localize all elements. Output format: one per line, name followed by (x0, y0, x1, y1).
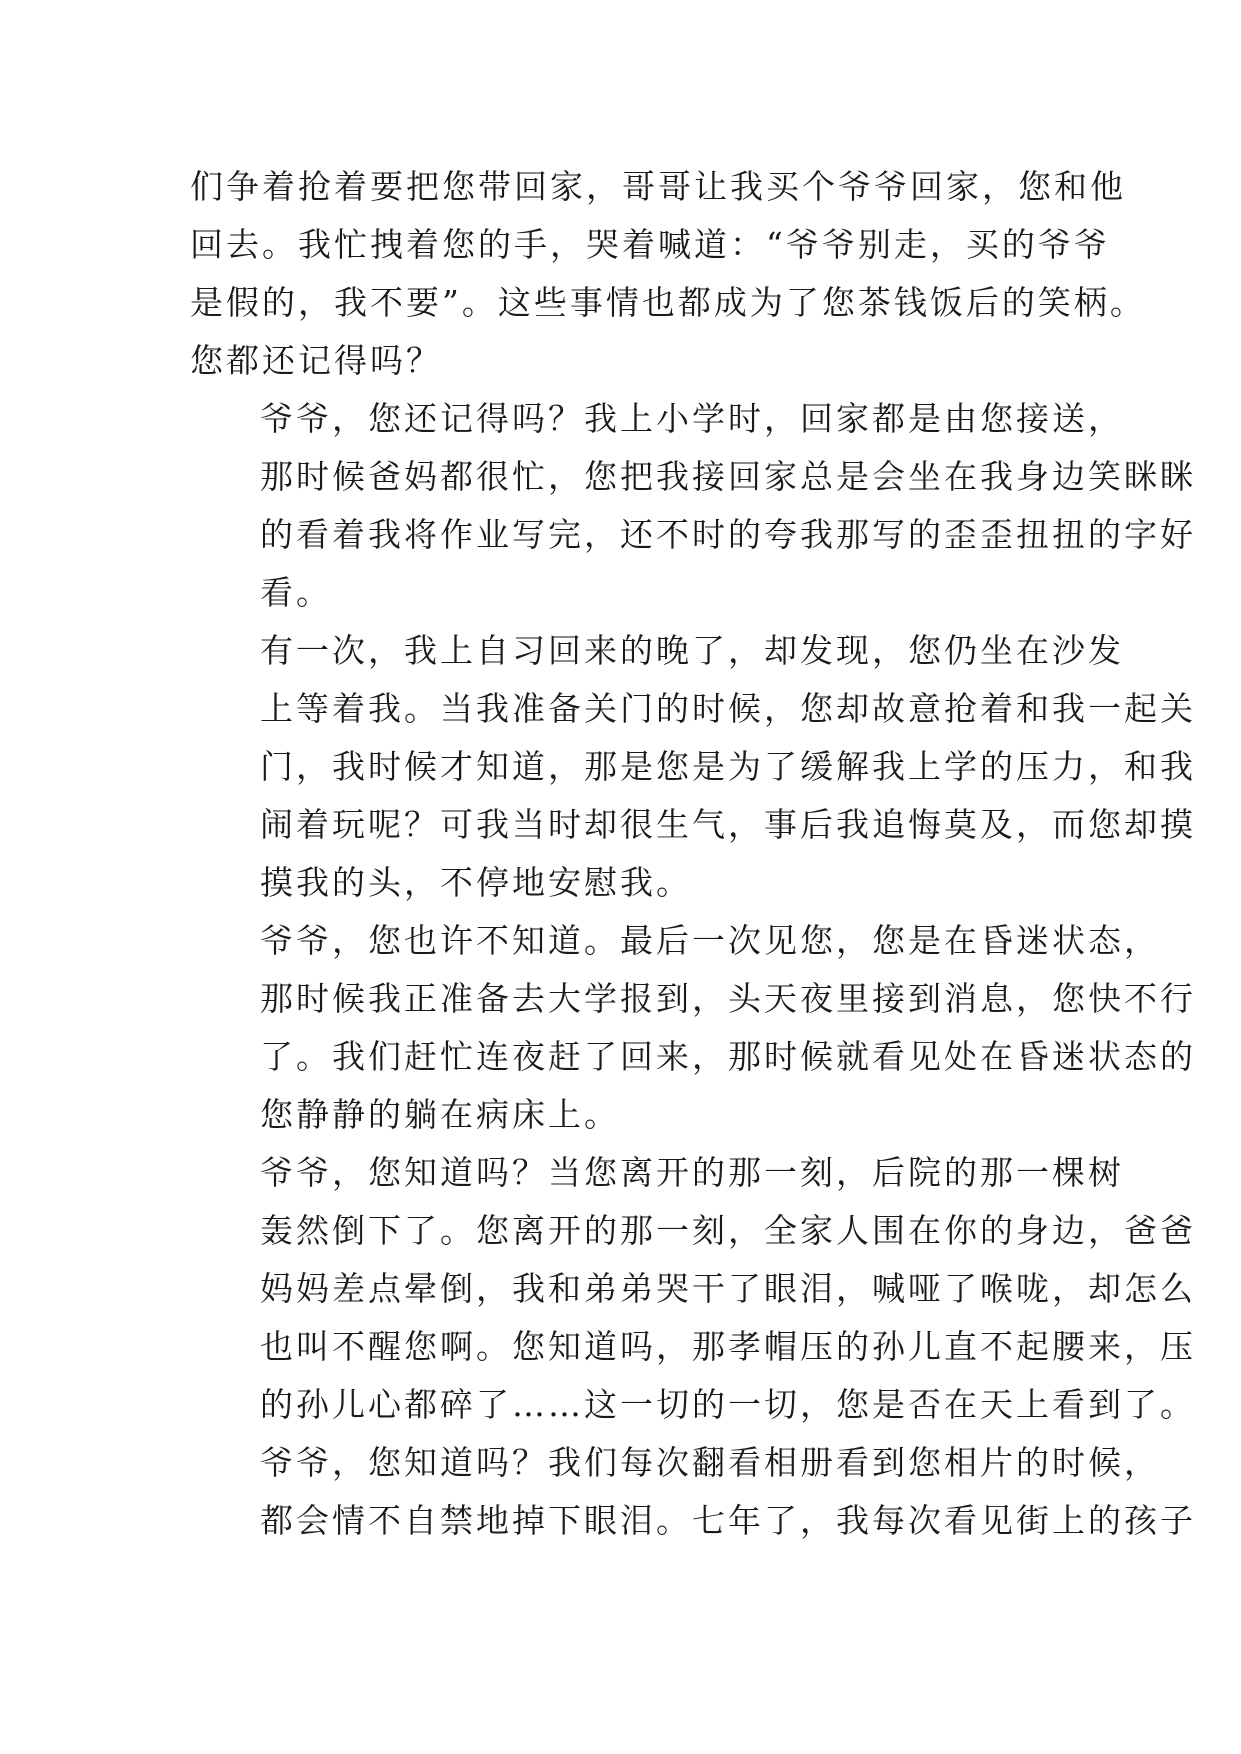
body-paragraph (190, 390, 1196, 622)
text-line: 都会情不自禁地掉下眼泪。七年了，我每次看见街上的孩子 (260, 1501, 1196, 1540)
text-line: 那时候爸妈都很忙，您把我接回家总是会坐在我身边笑眯眯 (260, 457, 1196, 496)
body-paragraph (190, 1434, 1196, 1550)
text-line: 是假的，我不要”。这些事情也都成为了您茶钱饭后的笑柄。 (190, 283, 1146, 322)
text-line: 您都还记得吗？ (190, 341, 442, 380)
text-line: 有一次，我上自习回来的晚了，却发现，您仍坐在沙发 (260, 631, 1124, 670)
text-line: 那时候我正准备去大学报到，头天夜里接到消息，您快不行 (260, 979, 1196, 1018)
body-paragraph (190, 1144, 1196, 1434)
text-line: 了。我们赶忙连夜赶了回来，那时候就看见处在昏迷状态的 (260, 1037, 1196, 1076)
text-line: 们争着抢着要把您带回家，哥哥让我买个爷爷回家，您和他 (190, 167, 1126, 206)
text-line: 门，我时候才知道，那是您是为了缓解我上学的压力，和我 (260, 747, 1196, 786)
text-line: 爷爷，您还记得吗？我上小学时，回家都是由您接送， (260, 399, 1124, 438)
text-line: 您静静的躺在病床上。 (260, 1095, 620, 1134)
text-line: 回去。我忙拽着您的手，哭着喊道：“爷爷别走，买的爷爷 (190, 225, 1110, 264)
text-line: 的看着我将作业写完，还不时的夸我那写的歪歪扭扭的字好 (260, 515, 1196, 554)
text-line: 爷爷，您也许不知道。最后一次见您，您是在昏迷状态， (260, 921, 1160, 960)
text-line: 的孙儿心都碎了……这一切的一切，您是否在天上看到了。 (260, 1385, 1196, 1424)
text-line: 闹着玩呢？可我当时却很生气，事后我追悔莫及，而您却摸 (260, 805, 1196, 844)
document-body (190, 158, 1196, 1550)
text-line: 看。 (260, 573, 332, 612)
text-line: 轰然倒下了。您离开的那一刻，全家人围在你的身边，爸爸 (260, 1211, 1196, 1250)
body-paragraph (190, 912, 1196, 1144)
text-line: 上等着我。当我准备关门的时候，您却故意抢着和我一起关 (260, 689, 1196, 728)
text-line: 爷爷，您知道吗？我们每次翻看相册看到您相片的时候， (260, 1443, 1160, 1482)
text-line: 爷爷，您知道吗？当您离开的那一刻，后院的那一棵树 (260, 1153, 1124, 1192)
text-line: 摸我的头，不停地安慰我。 (260, 863, 692, 902)
text-line: 妈妈差点晕倒，我和弟弟哭干了眼泪，喊哑了喉咙，却怎么 (260, 1269, 1196, 1308)
body-paragraph (190, 622, 1196, 912)
body-paragraph (190, 158, 1146, 390)
text-line: 也叫不醒您啊。您知道吗，那孝帽压的孙儿直不起腰来，压 (260, 1327, 1196, 1366)
